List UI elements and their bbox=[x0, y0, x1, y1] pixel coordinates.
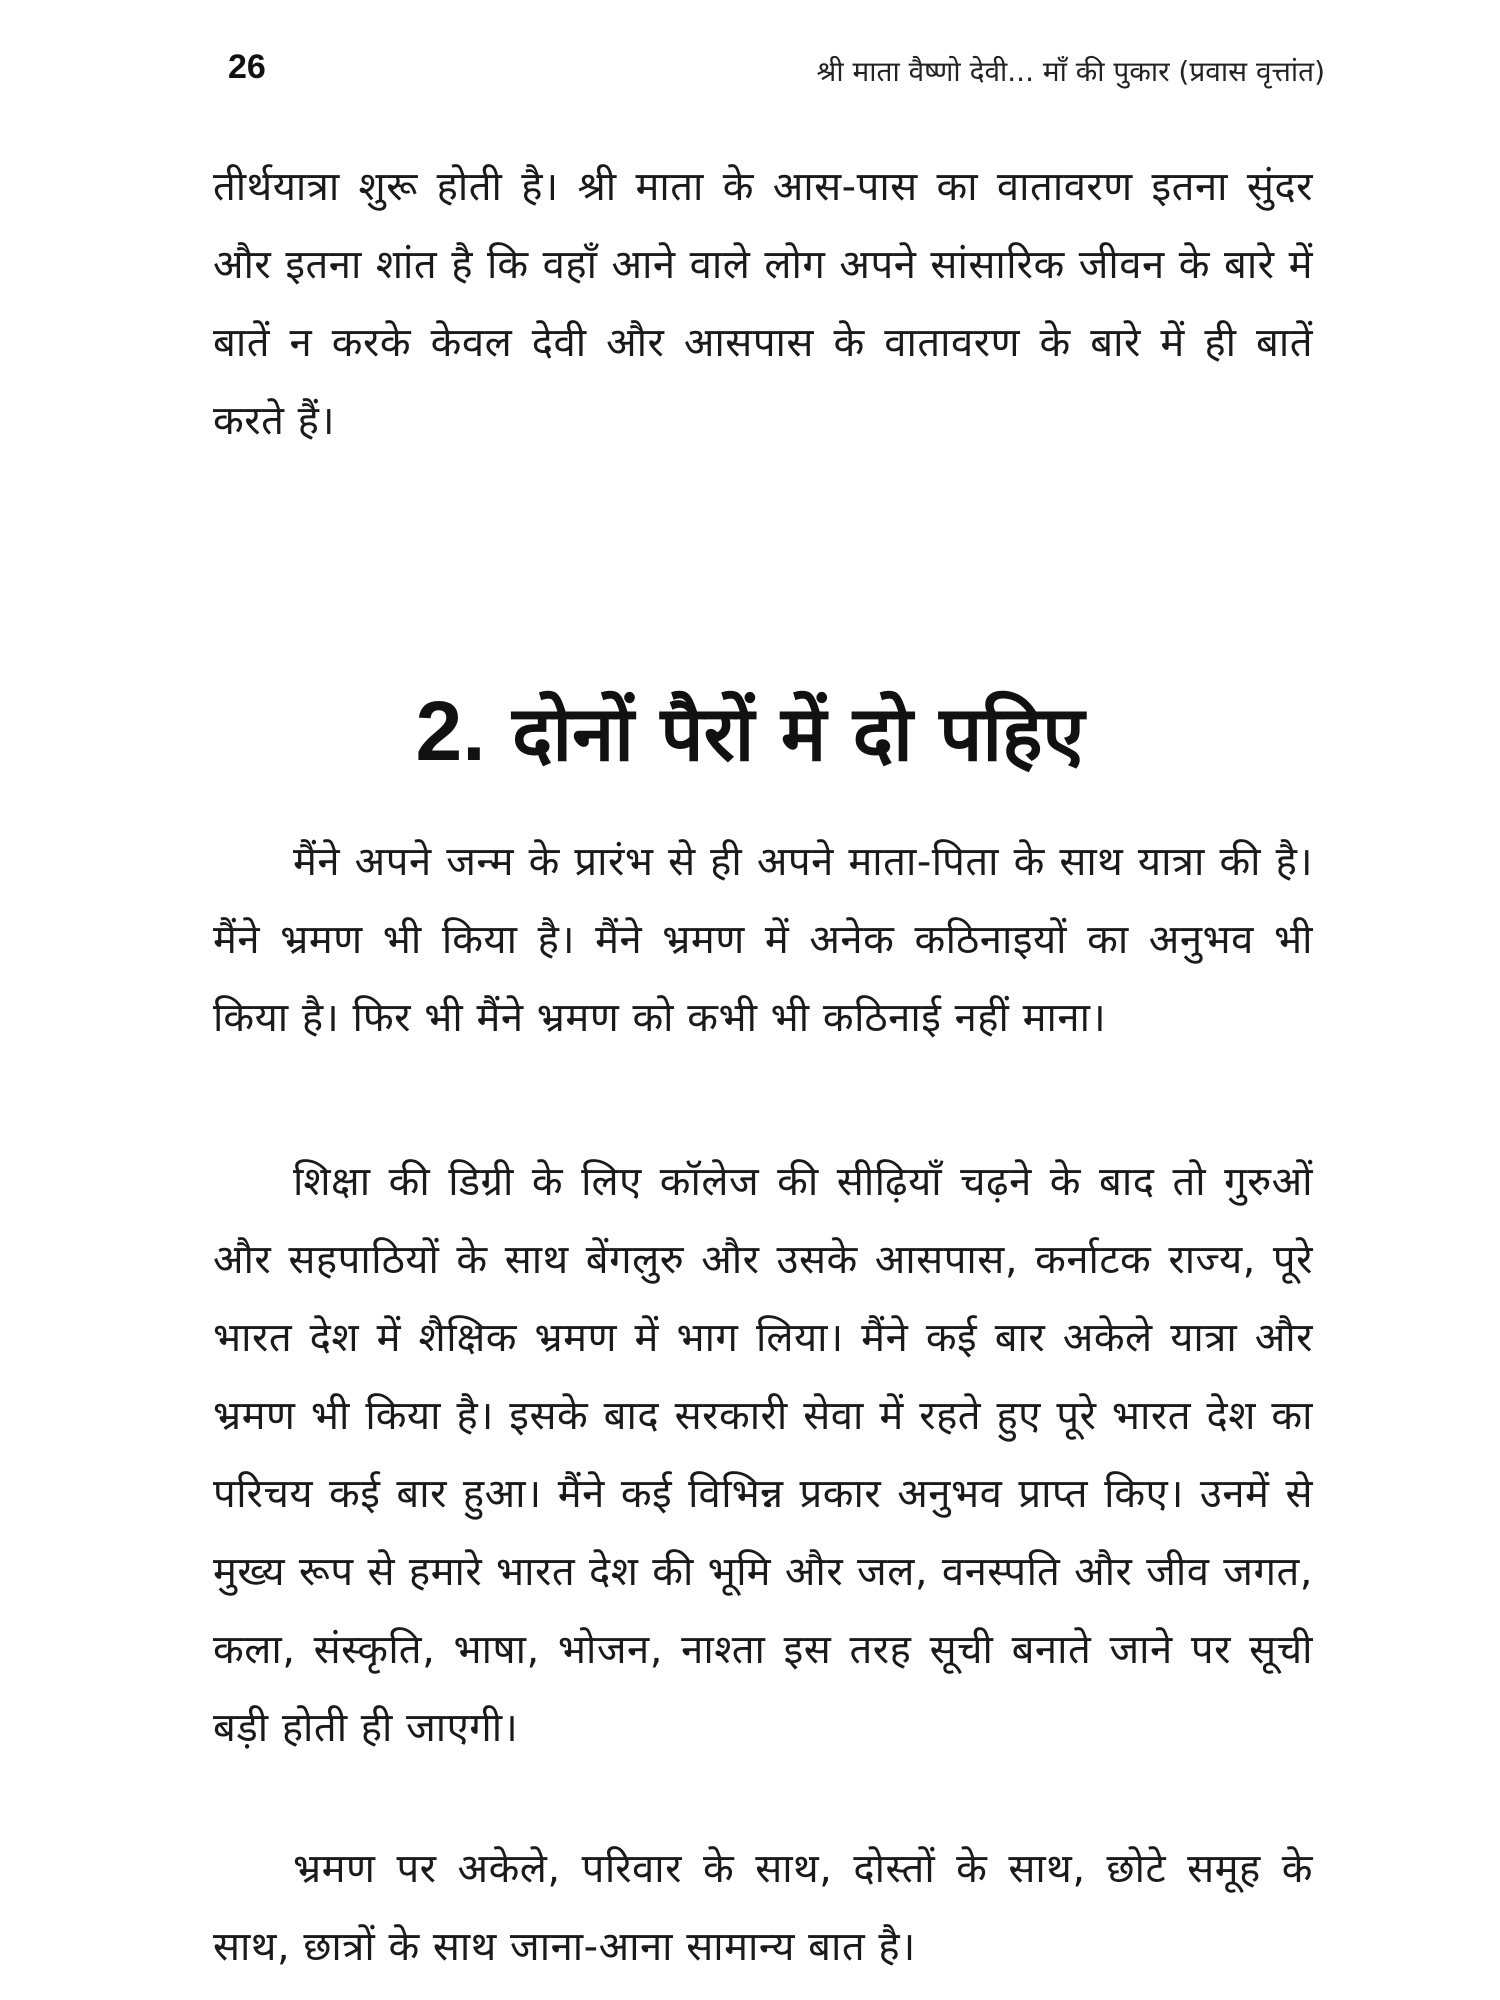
running-title: श्री माता वैष्णो देवी... माँ की पुकार (प्रवास वृत्तांत) bbox=[816, 55, 1325, 88]
chapter-title: दोनों पैरों में दो पहिए bbox=[512, 689, 1085, 778]
paragraph-text: भ्रमण पर अकेले, परिवार के साथ, दोस्तों के साथ, छोटे समूह के साथ, छात्रों के साथ जाना-आना सामान्य बात है। bbox=[213, 1846, 1313, 1970]
opening-paragraph bbox=[213, 148, 1313, 460]
body-paragraph-3 bbox=[213, 1830, 1313, 1986]
paragraph-text: मैंने अपने जन्म के प्रारंभ से ही अपने माता-पिता के साथ यात्रा की है। मैंने भ्रमण भी किया है। मैंने भ्रमण में अनेक कठिनाइयों का अनुभव भी किया है। फिर भी मैंने भ्रमण को कभी भी कठिनाई नहीं माना। bbox=[213, 839, 1313, 1041]
paragraph-text: तीर्थयात्रा शुरू होती है। श्री माता के आस-पास का वातावरण इतना सुंदर और इतना शांत है कि वहाँ आने वाले लोग अपने सांसारिक जीवन के बारे में बातें न करके केवल देवी और आसपास के वातावरण के बारे में ही बातें करते हैं। bbox=[213, 164, 1313, 444]
page-number: 26 bbox=[228, 48, 266, 86]
paragraph-text: शिक्षा की डिग्री के लिए कॉलेज की सीढ़ियाँ चढ़ने के बाद तो गुरुओं और सहपाठियों के साथ बेंगलुरु और उसके आसपास, कर्नाटक राज्य, पूरे भारत देश में शैक्षिक भ्रमण में भाग लिया। मैंने कई बार अकेले यात्रा और भ्रमण भी किया है। इसके बाद सरकारी सेवा में रहते हुए पूरे भारत देश का परिचय कई बार हुआ। मैंने कई विभिन्न प्रकार अनुभव प्राप्त किए। उनमें से मुख्य रूप से हमारे भारत देश की भूमि और जल, वनस्पति और जीव जगत, कला, संस्कृति, भाषा, भोजन, नाश्ता इस तरह सूची बनाते जाने पर सूची बड़ी होती ही जाएगी। bbox=[213, 1159, 1313, 1751]
body-paragraph-2 bbox=[213, 1143, 1313, 1767]
chapter-heading bbox=[0, 680, 1500, 783]
body-paragraph-1 bbox=[213, 823, 1313, 1057]
chapter-number: 2. bbox=[415, 684, 486, 778]
